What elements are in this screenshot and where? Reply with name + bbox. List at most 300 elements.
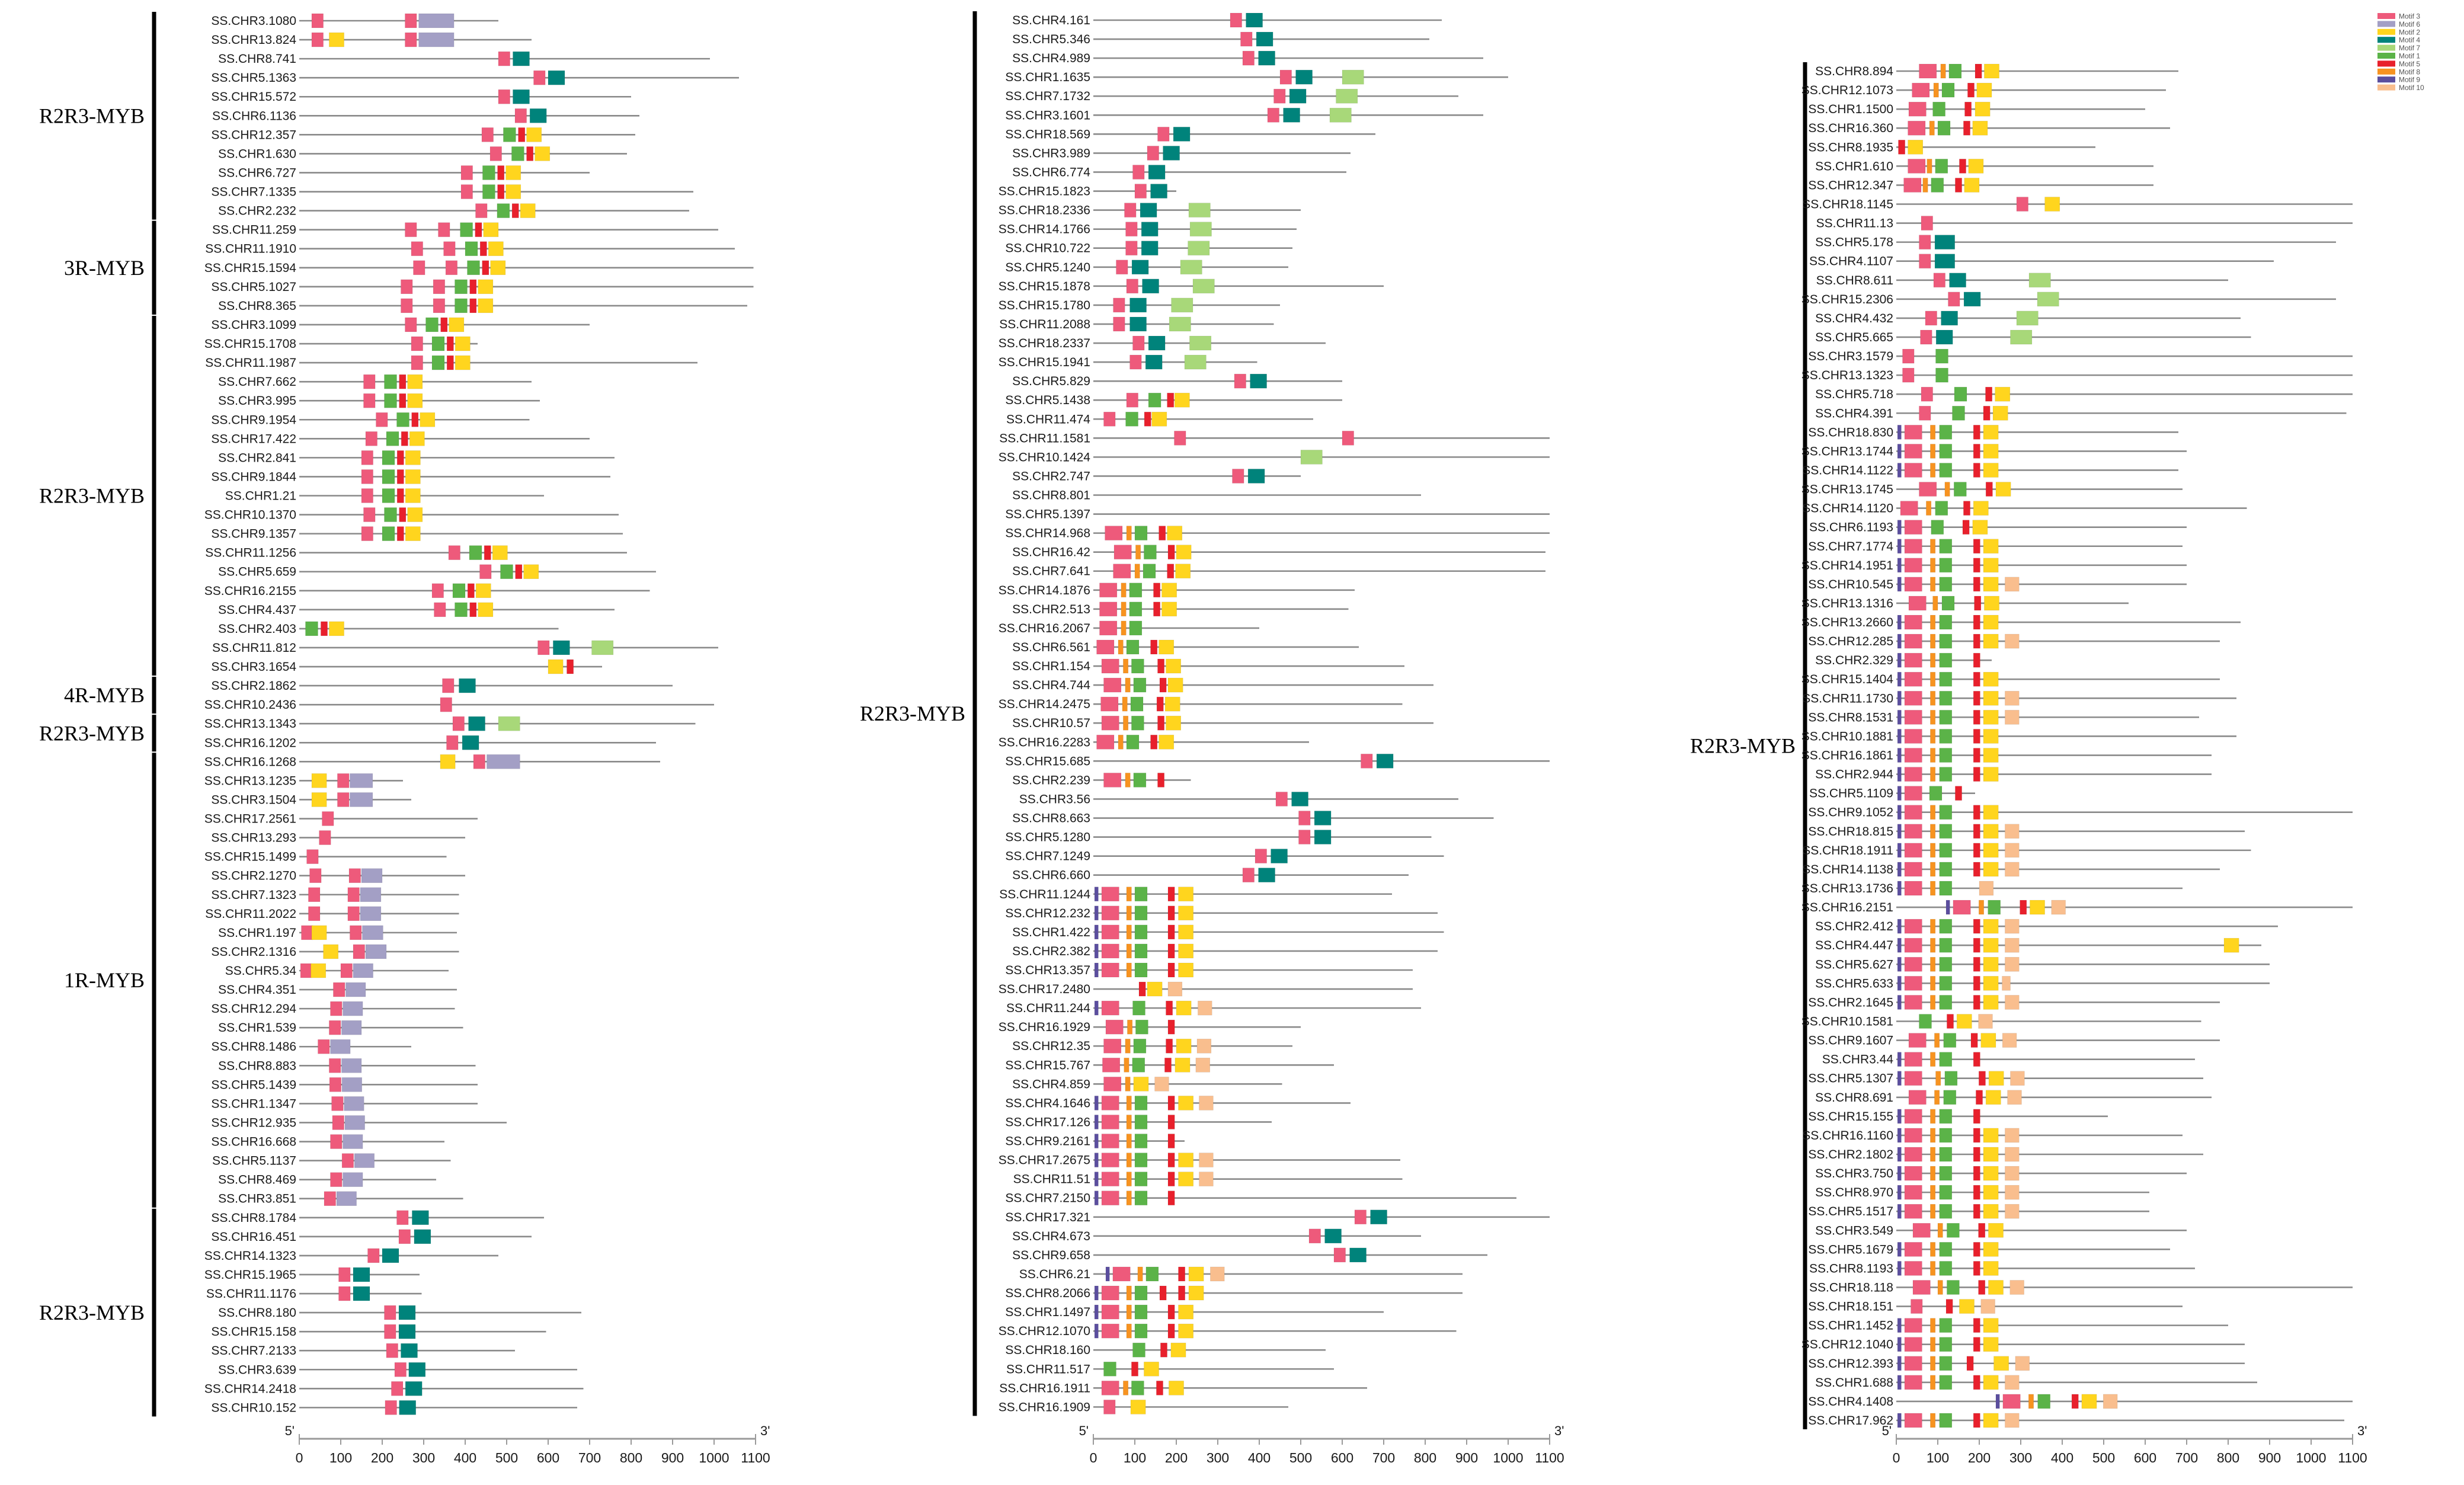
motif-5-box [1168, 1134, 1175, 1148]
motif-5-box [1168, 963, 1175, 977]
motif-1-box [1132, 1058, 1145, 1072]
motif-5-box [1973, 824, 1980, 838]
motif-1-box [1949, 64, 1961, 78]
motif-6-box [366, 945, 386, 959]
gene-row [1816, 216, 2353, 231]
motif-7-box [1169, 317, 1191, 331]
motif-2-box [311, 964, 326, 978]
motif-3-box [439, 223, 450, 237]
motif-1-box [1135, 1305, 1147, 1319]
motif-3-box [1905, 558, 1922, 572]
motif-3-box [1102, 1286, 1119, 1300]
motif-2-box [1977, 83, 1992, 97]
gene-row [1815, 406, 2346, 420]
gene-label: SS.CHR1.21 [225, 489, 296, 503]
motif-5-box [1973, 1337, 1980, 1352]
motif-5-box [1160, 678, 1166, 692]
motif-3-box [1905, 1147, 1922, 1161]
gene-label: SS.CHR13.2660 [1801, 616, 1893, 630]
motif-5-box [1158, 659, 1164, 673]
motif-3-box [1905, 1166, 1922, 1180]
motif-9-box [1897, 710, 1901, 724]
motif-8-box [1930, 444, 1935, 458]
motif-6-box [360, 888, 381, 902]
motif-1-box [1129, 621, 1142, 635]
gene-row [211, 660, 602, 674]
gene-row [1801, 444, 2187, 458]
motif-1-box [1134, 678, 1146, 692]
axis-tick-label: 700 [1372, 1450, 1396, 1465]
motif-7-box [1330, 108, 1351, 122]
motif-8-box [1135, 545, 1140, 559]
gene-label: SS.CHR1.1452 [1808, 1318, 1893, 1333]
motif-5-box [1973, 729, 1980, 743]
motif-3-box [349, 869, 361, 883]
gene-row [1815, 938, 2261, 952]
motif-5-box [470, 603, 476, 617]
motif-5-box [1973, 748, 1980, 763]
motif-3-box [385, 1324, 396, 1339]
motif-7-box [1190, 222, 1211, 236]
gene-row [999, 1153, 1400, 1167]
gene-row [212, 1154, 451, 1168]
gene-label: SS.CHR9.1844 [211, 470, 296, 484]
motif-3-box [1116, 260, 1128, 274]
gene-row [1012, 1229, 1421, 1243]
motif-3-box [361, 489, 373, 503]
motif-4-box [1151, 184, 1167, 199]
motif-3-box [1102, 716, 1119, 730]
motif-4-box [382, 1249, 399, 1263]
motif-3-box [1913, 1223, 1930, 1237]
motif-2-box [1993, 406, 2008, 420]
motif-1-box [1942, 83, 1954, 97]
axis-tick-label: 1000 [1493, 1450, 1524, 1465]
gene-label: SS.CHR5.659 [218, 565, 296, 579]
gene-row [1012, 545, 1545, 559]
gene-label: SS.CHR5.1027 [211, 280, 296, 294]
motif-5-box [397, 469, 404, 484]
motif-3-box [1102, 963, 1119, 977]
motif-3-box [386, 1343, 398, 1358]
motif-4-box [414, 1230, 431, 1244]
motif-4-box [405, 1381, 422, 1396]
motif-8-box [1930, 653, 1935, 667]
motif-4-box [1964, 292, 1980, 306]
motif-6-box [353, 964, 373, 978]
motif-7-box [1189, 203, 1210, 217]
motif-3-box [333, 982, 345, 997]
motif-2-box [1176, 545, 1191, 559]
motif-8-box [1127, 1324, 1131, 1338]
gene-label: SS.CHR12.393 [1808, 1356, 1893, 1371]
motif-4-box [412, 1211, 428, 1225]
motif-5-box [1983, 406, 1990, 420]
gene-row [211, 185, 693, 199]
gene-row [211, 71, 739, 85]
motif-1-box [469, 546, 482, 560]
motif-2-box [1159, 640, 1174, 654]
motif-5-box [1168, 1115, 1175, 1129]
gene-label: SS.CHR2.329 [1815, 654, 1893, 668]
motif-4-box [1148, 336, 1165, 350]
gene-row [999, 317, 1273, 331]
motif-3-box [1104, 678, 1121, 692]
motif-3-box [1102, 1381, 1119, 1395]
motif-3-box [1101, 697, 1118, 711]
motif-3-box [308, 907, 320, 921]
motif-3-box [1102, 1153, 1119, 1167]
motif-9-box [1897, 1318, 1901, 1333]
motif-4-box [1950, 273, 1966, 287]
motif-3-box [1102, 925, 1119, 939]
motif-1-box [1135, 1096, 1147, 1110]
motif-10-box [1196, 1058, 1210, 1072]
motif-1-box [1135, 1324, 1147, 1338]
motif-8-box [1930, 1052, 1935, 1067]
motif-9-box [1897, 1337, 1901, 1352]
gene-label: SS.CHR5.829 [1012, 375, 1090, 389]
gene-label: SS.CHR15.685 [1005, 754, 1090, 769]
gene-row [211, 869, 465, 883]
motif-5-box [1963, 501, 1970, 516]
gene-label: SS.CHR5.1679 [1808, 1243, 1893, 1257]
motif-2-box [476, 584, 491, 598]
motif-9-box [1897, 1413, 1901, 1428]
gene-row [1815, 387, 2353, 401]
motif-2-box [1983, 463, 1998, 477]
gene-row [218, 204, 689, 218]
motif-3-box [331, 1173, 343, 1187]
gene-label: SS.CHR14.1122 [1802, 463, 1893, 478]
group-label: R2R3-MYB [859, 702, 965, 726]
motif-9-box [1897, 1052, 1901, 1067]
motif-2-box [329, 33, 344, 47]
motif-5-box [1168, 1020, 1175, 1034]
motif-5-box [1973, 976, 1980, 990]
gene-row [1808, 1204, 2149, 1218]
motif-3-box [1905, 1185, 1922, 1199]
motif-2-box [1957, 1014, 1972, 1029]
legend-swatch-motif-2 [2377, 29, 2395, 35]
axis-tick-label: 700 [578, 1450, 601, 1465]
motif-2-box [1983, 938, 1998, 952]
motif-8-box [1127, 526, 1131, 540]
gene-row [999, 298, 1280, 312]
motif-10-box [2005, 862, 2019, 876]
legend-item [2377, 28, 2420, 36]
motif-3-box [1147, 146, 1159, 160]
gene-row [1005, 70, 1508, 84]
motif-4-box [469, 716, 485, 731]
motif-3-box [1905, 995, 1922, 1009]
gene-label: SS.CHR11.2088 [999, 317, 1090, 331]
motif-2-box [1983, 824, 1998, 838]
motif-3-box [361, 450, 373, 465]
motif-3-box [322, 812, 334, 826]
motif-6-box [487, 754, 520, 769]
motif-1-box [1940, 691, 1952, 705]
motif-3-box [480, 565, 492, 579]
motif-2-box [506, 185, 521, 199]
gene-label: SS.CHR15.1965 [204, 1268, 296, 1282]
gene-row [211, 679, 673, 693]
gene-row [1808, 805, 2353, 820]
motif-4-box [1130, 317, 1147, 331]
gene-row [1005, 1134, 1185, 1148]
motif-9-box [1897, 1147, 1901, 1161]
gene-row [1808, 710, 2199, 724]
motif-4-box [399, 1324, 415, 1339]
motif-3-box [361, 469, 373, 484]
gene-row [1005, 1058, 1334, 1072]
motif-8-box [1930, 1185, 1935, 1199]
gene-label: SS.CHR4.447 [1815, 939, 1893, 953]
gene-label: SS.CHR5.346 [1012, 33, 1090, 47]
motif-4-box [1141, 222, 1158, 236]
motif-3-box [1905, 957, 1922, 971]
gene-row [999, 222, 1297, 236]
gene-row [205, 907, 459, 921]
motif-1-box [1940, 995, 1952, 1009]
motif-9-box [1095, 944, 1098, 958]
motif-1-box [1944, 1033, 1956, 1048]
motif-2-box [524, 565, 539, 579]
motif-1-box [455, 280, 468, 294]
motif-1-box [1940, 1318, 1952, 1333]
motif-3-box [1905, 767, 1922, 782]
motif-3-box [1905, 425, 1922, 439]
motif-8-box [1135, 564, 1140, 578]
motif-1-box [1940, 1109, 1952, 1124]
motif-3-box [1903, 349, 1915, 363]
group-label: 1R-MYB [63, 968, 145, 993]
motif-9-box [1897, 919, 1901, 933]
gene-label: SS.CHR14.968 [1005, 526, 1090, 540]
motif-6-box [360, 907, 381, 921]
gene-row [1012, 489, 1421, 503]
motif-9-box [1897, 1071, 1901, 1086]
motif-4-box [1248, 469, 1265, 483]
motif-10-box [1199, 1096, 1214, 1110]
motif-3-box [1158, 127, 1170, 141]
motif-2-box [1995, 387, 2010, 401]
motif-2-box [1983, 1166, 1998, 1180]
gene-row [999, 621, 1259, 635]
motif-8-box [1118, 735, 1123, 749]
motif-2-box [1983, 843, 1998, 857]
gene-label: SS.CHR18.569 [1005, 127, 1090, 142]
motif-3-box [391, 1381, 403, 1396]
motif-5-box [1973, 1147, 1980, 1161]
gene-row [1808, 634, 2220, 648]
gene-label: SS.CHR17.2480 [998, 982, 1090, 997]
gene-label: SS.CHR11.1987 [205, 356, 296, 370]
motif-2-box [492, 546, 507, 560]
motif-1-box [1134, 1039, 1146, 1053]
axis-tick-label: 900 [1455, 1450, 1479, 1465]
motif-8-box [1938, 1223, 1943, 1237]
gene-label: SS.CHR15.572 [211, 90, 296, 104]
motif-6-box [345, 1115, 365, 1129]
motif-10-box [2005, 1128, 2019, 1142]
gene-label: SS.CHR16.1929 [998, 1020, 1090, 1035]
gene-label: SS.CHR18.2337 [998, 337, 1090, 351]
gene-label: SS.CHR16.1202 [204, 736, 296, 750]
motif-5-box [1946, 1300, 1953, 1314]
motif-2-box [1983, 1242, 1998, 1256]
legend-item [2377, 20, 2420, 28]
axis-3prime-label: 3' [2357, 1423, 2367, 1438]
motif-3-box [1243, 51, 1255, 65]
gene-row [211, 431, 590, 446]
axis [285, 1423, 770, 1465]
motif-10-box [1199, 1172, 1214, 1186]
gene-label: SS.CHR6.774 [1012, 165, 1090, 180]
motif-8-box [1930, 1337, 1935, 1352]
gene-label: SS.CHR16.1160 [1802, 1128, 1893, 1142]
motif-2-box [478, 299, 493, 313]
column-1 [39, 12, 770, 1465]
motif-5-box [468, 584, 474, 598]
motif-8-box [1127, 1020, 1132, 1034]
gene-label: SS.CHR5.665 [1815, 330, 1893, 344]
gene-label: SS.CHR9.658 [1012, 1248, 1090, 1262]
gene-label: SS.CHR16.2067 [998, 621, 1090, 635]
gene-row [1815, 957, 2270, 971]
motif-8-box [1127, 963, 1131, 977]
motif-1-box [1127, 735, 1139, 749]
gene-row [1006, 1001, 1421, 1015]
motif-4-box [513, 52, 530, 66]
gene-label: SS.CHR13.1736 [1801, 882, 1893, 896]
motif-3-box [1102, 1115, 1119, 1129]
motif-9-box [1095, 1153, 1098, 1167]
motif-3-box [1100, 602, 1117, 616]
legend-label: Motif 4 [2399, 36, 2421, 44]
motif-9-box [1897, 425, 1901, 439]
motif-3-box [1274, 89, 1286, 103]
motif-3-box [1909, 596, 1926, 610]
motif-5-box [519, 127, 525, 142]
motif-5-box [1168, 545, 1175, 559]
motif-5-box [1955, 786, 1961, 801]
motif-4-box [1936, 330, 1953, 344]
motif-4-box [1256, 32, 1273, 46]
motif-3-box [446, 261, 457, 275]
motif-3-box [1276, 792, 1288, 806]
motif-10-box [1979, 881, 1993, 895]
motif-1-box [460, 223, 473, 237]
motif-3-box [324, 1192, 336, 1206]
motif-5-box [1179, 1267, 1185, 1281]
motif-3-box [1133, 336, 1145, 350]
axis [1882, 1423, 2367, 1465]
gene-label: SS.CHR17.126 [1005, 1115, 1090, 1129]
motif-4-box [1371, 1210, 1387, 1224]
gene-label: SS.CHR10.1424 [998, 450, 1090, 465]
gene-row [204, 716, 696, 731]
motif-1-box [397, 412, 409, 427]
gene-label: SS.CHR1.1500 [1808, 103, 1893, 117]
motif-7-box [1188, 241, 1209, 255]
group-bracket [1803, 62, 1807, 1429]
gene-row [1809, 1280, 2353, 1294]
gene-label: SS.CHR2.1316 [211, 945, 296, 959]
motif-3-box [1919, 235, 1931, 249]
motif-5-box [1973, 1128, 1980, 1142]
motif-2-box [520, 204, 535, 218]
gene-row [211, 1096, 478, 1110]
motif-2-box [1983, 634, 1998, 648]
motif-5-box [2072, 1394, 2078, 1409]
motif-7-box [1185, 355, 1206, 369]
motif-2-box [1134, 1077, 1148, 1091]
motif-4-box [1296, 70, 1313, 84]
axis-tick-label: 400 [453, 1450, 477, 1465]
legend [2377, 12, 2424, 92]
motif-4-box [1148, 165, 1165, 179]
motif-4-box [1143, 279, 1159, 293]
motif-5-box [1975, 596, 1981, 610]
motif-4-box [513, 89, 530, 104]
gene-label: SS.CHR8.365 [218, 299, 296, 313]
motif-5-box [1168, 887, 1175, 901]
motif-4-box [1132, 260, 1148, 274]
motif-10-box [1199, 1153, 1214, 1167]
gene-label: SS.CHR11.13 [1816, 216, 1893, 231]
gene-label: SS.CHR12.285 [1808, 635, 1893, 649]
gene-row [218, 450, 615, 465]
gene-row [1808, 995, 2220, 1009]
motif-2-box [1983, 957, 1998, 971]
motif-7-box [1301, 450, 1322, 464]
motif-8-box [1933, 596, 1938, 610]
motif-5-box [441, 318, 447, 332]
gene-row [211, 33, 532, 47]
gene-row [1808, 102, 2145, 116]
motif-8-box [1127, 1096, 1131, 1110]
motif-8-box [1930, 710, 1935, 724]
motif-5-box [1973, 691, 1980, 705]
gene-label: SS.CHR5.633 [1815, 977, 1893, 991]
motif-2-box [312, 792, 327, 806]
motif-3-box [1241, 32, 1253, 46]
gene-row [1815, 1166, 2187, 1180]
motif-5-box [1973, 577, 1980, 591]
motif-5-box [1156, 1381, 1163, 1395]
motif-3-box [1102, 1096, 1119, 1110]
motif-3-box [397, 1211, 409, 1225]
motif-1-box [1131, 697, 1143, 711]
gene-label: SS.CHR5.1240 [1005, 260, 1090, 274]
gene-row [1005, 1115, 1272, 1129]
group-bracket [152, 715, 156, 751]
motif-10-box [2005, 1147, 2019, 1161]
motif-10-box [2005, 995, 2019, 1009]
motif-3-box [1106, 1020, 1123, 1034]
group-label: 3R-MYB [63, 255, 145, 280]
motif-2-box [1179, 1324, 1193, 1338]
motif-3-box [1355, 1210, 1367, 1224]
motif-2-box [1975, 102, 1990, 116]
gene-label: SS.CHR11.1244 [999, 887, 1090, 901]
motif-4-box [1163, 146, 1180, 160]
motif-5-box [1973, 634, 1980, 648]
motif-8-box [1121, 583, 1126, 597]
gene-row [204, 1268, 420, 1282]
gene-row [1808, 1242, 2170, 1256]
